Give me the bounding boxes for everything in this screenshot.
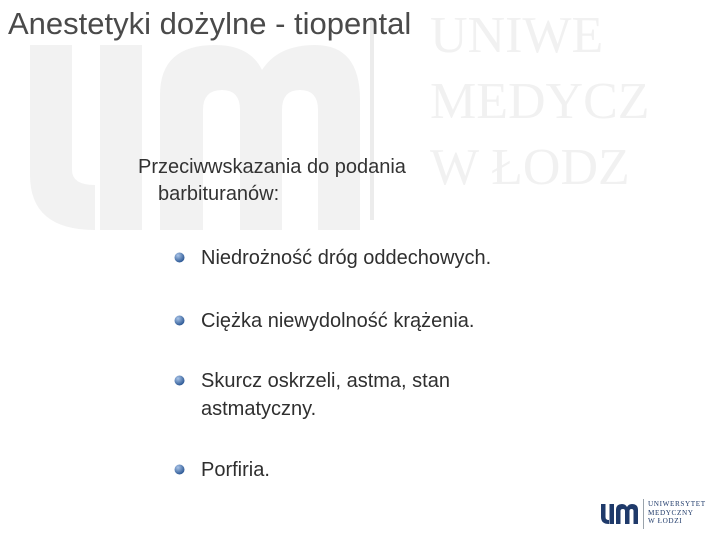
list-item xyxy=(174,244,534,272)
list-item-text: Skurcz oskrzeli, astma, stan astmatyczny. xyxy=(201,370,450,420)
slide-title: Anestetyki dożylne - tiopental xyxy=(8,6,412,41)
list-item-text: Niedrożność dróg oddechowych. xyxy=(201,247,492,269)
list-item xyxy=(174,367,534,423)
logo-text xyxy=(648,500,706,526)
list-item xyxy=(174,307,534,335)
um-logo-icon xyxy=(600,502,640,526)
list-item-text: Ciężka niewydolność krążenia. xyxy=(201,310,475,332)
intro-line-2: barbituranów: xyxy=(158,183,280,205)
logo-line-1: UNIWERSYTET xyxy=(648,500,706,508)
watermark-text-line2: MEDYCZ xyxy=(430,73,650,130)
bullet-icon xyxy=(174,252,185,263)
university-logo xyxy=(600,498,712,530)
bullet-icon xyxy=(174,315,185,326)
bullet-icon xyxy=(174,464,185,475)
intro-line-1: Przeciwwskazania do podania xyxy=(138,156,406,178)
list-item xyxy=(174,456,534,484)
logo-line-2: MEDYCZNY xyxy=(648,508,694,517)
logo-separator xyxy=(643,499,644,529)
bullet-icon xyxy=(174,375,185,386)
logo-line-3: W ŁODZI xyxy=(648,517,683,526)
contraindications-intro xyxy=(138,154,498,208)
watermark-text-line1: UNIWE xyxy=(430,7,604,64)
watermark-text-line3: W ŁODZ xyxy=(430,139,630,196)
list-item-text: Porfiria. xyxy=(201,459,270,481)
